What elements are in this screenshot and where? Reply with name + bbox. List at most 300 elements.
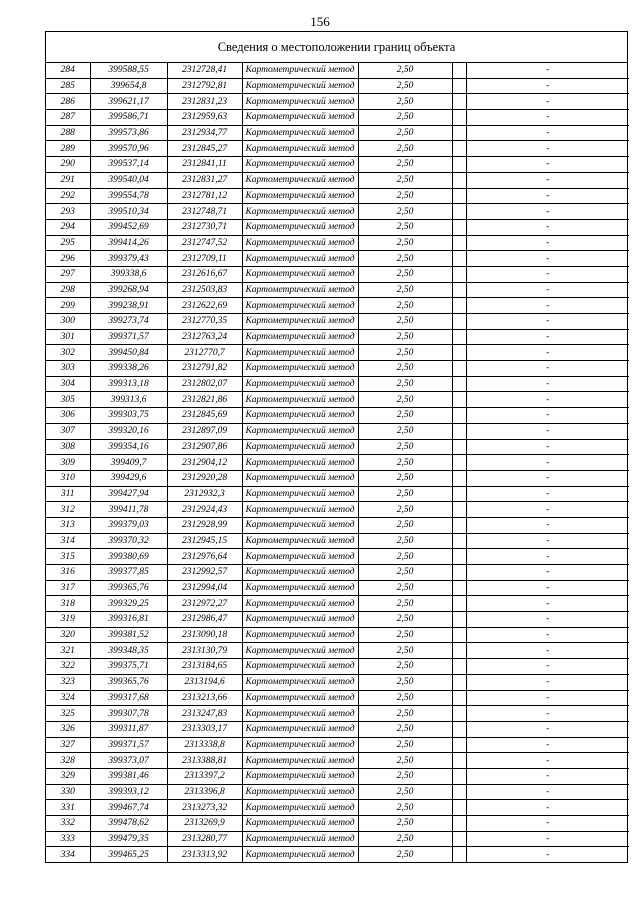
- table-row: [46, 172, 629, 188]
- precision-cell: 2,50: [358, 565, 452, 581]
- y-coordinate-cell: 2312763,24: [167, 329, 242, 345]
- method-cell: Картометрический метод: [242, 125, 358, 141]
- table-row: [46, 157, 629, 173]
- description-cell: -: [466, 580, 629, 596]
- description-cell: -: [466, 627, 629, 643]
- page-number: 156: [310, 14, 330, 29]
- precision-cell: 2,50: [358, 361, 452, 377]
- description-cell: -: [466, 816, 629, 832]
- description-cell: -: [466, 345, 629, 361]
- description-cell: -: [466, 361, 629, 377]
- precision-cell: 2,50: [358, 376, 452, 392]
- point-number-cell: 313: [46, 517, 90, 533]
- x-coordinate-cell: 399316,81: [90, 612, 167, 628]
- point-number-cell: 288: [46, 125, 90, 141]
- precision-cell: 2,50: [358, 345, 452, 361]
- extra-cell: [452, 533, 466, 549]
- description-cell: -: [466, 784, 629, 800]
- extra-cell: [452, 345, 466, 361]
- table-row: [46, 831, 629, 847]
- point-number-cell: 305: [46, 392, 90, 408]
- precision-cell: 2,50: [358, 235, 452, 251]
- description-cell: -: [466, 188, 629, 204]
- table-body: [46, 63, 629, 862]
- table-row: [46, 612, 629, 628]
- method-cell: Картометрический метод: [242, 816, 358, 832]
- table-row: [46, 533, 629, 549]
- table-row: [46, 63, 629, 78]
- point-number-cell: 310: [46, 470, 90, 486]
- table-row: [46, 847, 629, 862]
- table-row: [46, 502, 629, 518]
- x-coordinate-cell: 399377,85: [90, 565, 167, 581]
- point-number-cell: 330: [46, 784, 90, 800]
- extra-cell: [452, 659, 466, 675]
- precision-cell: 2,50: [358, 627, 452, 643]
- method-cell: Картометрический метод: [242, 423, 358, 439]
- precision-cell: 2,50: [358, 172, 452, 188]
- method-cell: Картометрический метод: [242, 376, 358, 392]
- method-cell: Картометрический метод: [242, 533, 358, 549]
- x-coordinate-cell: 399379,03: [90, 517, 167, 533]
- table-row: [46, 580, 629, 596]
- description-cell: -: [466, 408, 629, 424]
- method-cell: Картометрический метод: [242, 596, 358, 612]
- extra-cell: [452, 455, 466, 471]
- method-cell: Картометрический метод: [242, 219, 358, 235]
- y-coordinate-cell: 2312792,81: [167, 78, 242, 94]
- extra-cell: [452, 721, 466, 737]
- y-coordinate-cell: 2312748,71: [167, 204, 242, 220]
- extra-cell: [452, 110, 466, 126]
- description-cell: -: [466, 470, 629, 486]
- y-coordinate-cell: 2312907,86: [167, 439, 242, 455]
- point-number-cell: 302: [46, 345, 90, 361]
- precision-cell: 2,50: [358, 784, 452, 800]
- x-coordinate-cell: 399313,18: [90, 376, 167, 392]
- precision-cell: 2,50: [358, 612, 452, 628]
- point-number-cell: 284: [46, 63, 90, 78]
- extra-cell: [452, 314, 466, 330]
- method-cell: Картометрический метод: [242, 565, 358, 581]
- extra-cell: [452, 172, 466, 188]
- precision-cell: 2,50: [358, 502, 452, 518]
- precision-cell: 2,50: [358, 533, 452, 549]
- method-cell: Картометрический метод: [242, 235, 358, 251]
- description-cell: -: [466, 612, 629, 628]
- table-row: [46, 282, 629, 298]
- description-cell: -: [466, 235, 629, 251]
- x-coordinate-cell: 399365,76: [90, 674, 167, 690]
- precision-cell: 2,50: [358, 549, 452, 565]
- precision-cell: 2,50: [358, 78, 452, 94]
- y-coordinate-cell: 2312845,27: [167, 141, 242, 157]
- x-coordinate-cell: 399320,16: [90, 423, 167, 439]
- description-cell: -: [466, 94, 629, 110]
- description-cell: -: [466, 141, 629, 157]
- x-coordinate-cell: 399375,71: [90, 659, 167, 675]
- table-row: [46, 753, 629, 769]
- x-coordinate-cell: 399371,57: [90, 737, 167, 753]
- table-row: [46, 251, 629, 267]
- x-coordinate-cell: 399479,35: [90, 831, 167, 847]
- extra-cell: [452, 784, 466, 800]
- point-number-cell: 321: [46, 643, 90, 659]
- y-coordinate-cell: 2312992,57: [167, 565, 242, 581]
- extra-cell: [452, 141, 466, 157]
- x-coordinate-cell: 399313,6: [90, 392, 167, 408]
- precision-cell: 2,50: [358, 188, 452, 204]
- point-number-cell: 314: [46, 533, 90, 549]
- x-coordinate-cell: 399588,55: [90, 63, 167, 78]
- method-cell: Картометрический метод: [242, 580, 358, 596]
- method-cell: Картометрический метод: [242, 408, 358, 424]
- precision-cell: 2,50: [358, 674, 452, 690]
- table-row: [46, 204, 629, 220]
- point-number-cell: 287: [46, 110, 90, 126]
- x-coordinate-cell: 399238,91: [90, 298, 167, 314]
- method-cell: Картометрический метод: [242, 314, 358, 330]
- description-cell: -: [466, 423, 629, 439]
- extra-cell: [452, 282, 466, 298]
- x-coordinate-cell: 399381,46: [90, 768, 167, 784]
- extra-cell: [452, 768, 466, 784]
- precision-cell: 2,50: [358, 266, 452, 282]
- precision-cell: 2,50: [358, 517, 452, 533]
- method-cell: Картометрический метод: [242, 251, 358, 267]
- x-coordinate-cell: 399354,16: [90, 439, 167, 455]
- y-coordinate-cell: 2312730,71: [167, 219, 242, 235]
- precision-cell: 2,50: [358, 816, 452, 832]
- point-number-cell: 301: [46, 329, 90, 345]
- point-number-cell: 303: [46, 361, 90, 377]
- y-coordinate-cell: 2312770,35: [167, 314, 242, 330]
- table-row: [46, 674, 629, 690]
- extra-cell: [452, 439, 466, 455]
- y-coordinate-cell: 2313397,2: [167, 768, 242, 784]
- table-row: [46, 721, 629, 737]
- y-coordinate-cell: 2313184,65: [167, 659, 242, 675]
- point-number-cell: 311: [46, 486, 90, 502]
- description-cell: -: [466, 831, 629, 847]
- point-number-cell: 285: [46, 78, 90, 94]
- table-row: [46, 423, 629, 439]
- description-cell: -: [466, 517, 629, 533]
- extra-cell: [452, 674, 466, 690]
- extra-cell: [452, 643, 466, 659]
- table-row: [46, 329, 629, 345]
- point-number-cell: 294: [46, 219, 90, 235]
- x-coordinate-cell: 399452,69: [90, 219, 167, 235]
- precision-cell: 2,50: [358, 219, 452, 235]
- description-cell: -: [466, 439, 629, 455]
- y-coordinate-cell: 2313388,81: [167, 753, 242, 769]
- point-number-cell: 332: [46, 816, 90, 832]
- x-coordinate-cell: 399450,84: [90, 345, 167, 361]
- y-coordinate-cell: 2312845,69: [167, 408, 242, 424]
- description-cell: -: [466, 157, 629, 173]
- y-coordinate-cell: 2313396,8: [167, 784, 242, 800]
- point-number-cell: 297: [46, 266, 90, 282]
- extra-cell: [452, 549, 466, 565]
- x-coordinate-cell: 399409,7: [90, 455, 167, 471]
- description-cell: -: [466, 204, 629, 220]
- precision-cell: 2,50: [358, 486, 452, 502]
- precision-cell: 2,50: [358, 110, 452, 126]
- table-row: [46, 690, 629, 706]
- point-number-cell: 289: [46, 141, 90, 157]
- table-row: [46, 235, 629, 251]
- table-row: [46, 706, 629, 722]
- method-cell: Картометрический метод: [242, 63, 358, 78]
- y-coordinate-cell: 2313338,8: [167, 737, 242, 753]
- description-cell: -: [466, 674, 629, 690]
- extra-cell: [452, 63, 466, 78]
- table-row: [46, 94, 629, 110]
- x-coordinate-cell: 399573,86: [90, 125, 167, 141]
- precision-cell: 2,50: [358, 251, 452, 267]
- table-row: [46, 816, 629, 832]
- y-coordinate-cell: 2312945,15: [167, 533, 242, 549]
- precision-cell: 2,50: [358, 408, 452, 424]
- point-number-cell: 334: [46, 847, 90, 862]
- extra-cell: [452, 188, 466, 204]
- table-row: [46, 314, 629, 330]
- x-coordinate-cell: 399311,87: [90, 721, 167, 737]
- x-coordinate-cell: 399338,6: [90, 266, 167, 282]
- point-number-cell: 292: [46, 188, 90, 204]
- extra-cell: [452, 125, 466, 141]
- description-cell: -: [466, 298, 629, 314]
- precision-cell: 2,50: [358, 423, 452, 439]
- x-coordinate-cell: 399380,69: [90, 549, 167, 565]
- method-cell: Картометрический метод: [242, 502, 358, 518]
- precision-cell: 2,50: [358, 298, 452, 314]
- extra-cell: [452, 266, 466, 282]
- precision-cell: 2,50: [358, 141, 452, 157]
- method-cell: Картометрический метод: [242, 204, 358, 220]
- precision-cell: 2,50: [358, 329, 452, 345]
- x-coordinate-cell: 399373,07: [90, 753, 167, 769]
- point-number-cell: 295: [46, 235, 90, 251]
- precision-cell: 2,50: [358, 63, 452, 78]
- method-cell: Картометрический метод: [242, 627, 358, 643]
- table-row: [46, 125, 629, 141]
- extra-cell: [452, 847, 466, 862]
- table-row: [46, 376, 629, 392]
- x-coordinate-cell: 399348,35: [90, 643, 167, 659]
- y-coordinate-cell: 2312781,12: [167, 188, 242, 204]
- x-coordinate-cell: 399570,96: [90, 141, 167, 157]
- precision-cell: 2,50: [358, 831, 452, 847]
- point-number-cell: 317: [46, 580, 90, 596]
- extra-cell: [452, 157, 466, 173]
- method-cell: Картометрический метод: [242, 674, 358, 690]
- precision-cell: 2,50: [358, 282, 452, 298]
- precision-cell: 2,50: [358, 690, 452, 706]
- description-cell: -: [466, 329, 629, 345]
- x-coordinate-cell: 399540,04: [90, 172, 167, 188]
- description-cell: -: [466, 392, 629, 408]
- point-number-cell: 315: [46, 549, 90, 565]
- precision-cell: 2,50: [358, 721, 452, 737]
- point-number-cell: 309: [46, 455, 90, 471]
- method-cell: Картометрический метод: [242, 392, 358, 408]
- x-coordinate-cell: 399381,52: [90, 627, 167, 643]
- extra-cell: [452, 831, 466, 847]
- extra-cell: [452, 737, 466, 753]
- table-row: [46, 361, 629, 377]
- extra-cell: [452, 408, 466, 424]
- method-cell: Картометрический метод: [242, 455, 358, 471]
- point-number-cell: 293: [46, 204, 90, 220]
- method-cell: Картометрический метод: [242, 94, 358, 110]
- method-cell: Картометрический метод: [242, 643, 358, 659]
- y-coordinate-cell: 2312503,83: [167, 282, 242, 298]
- x-coordinate-cell: 399537,14: [90, 157, 167, 173]
- x-coordinate-cell: 399411,78: [90, 502, 167, 518]
- precision-cell: 2,50: [358, 706, 452, 722]
- x-coordinate-cell: 399273,74: [90, 314, 167, 330]
- method-cell: Картометрический метод: [242, 157, 358, 173]
- x-coordinate-cell: 399429,6: [90, 470, 167, 486]
- method-cell: Картометрический метод: [242, 361, 358, 377]
- x-coordinate-cell: 399303,75: [90, 408, 167, 424]
- method-cell: Картометрический метод: [242, 847, 358, 862]
- extra-cell: [452, 251, 466, 267]
- table-row: [46, 800, 629, 816]
- description-cell: -: [466, 643, 629, 659]
- method-cell: Картометрический метод: [242, 188, 358, 204]
- precision-cell: 2,50: [358, 455, 452, 471]
- table-row: [46, 643, 629, 659]
- point-number-cell: 333: [46, 831, 90, 847]
- y-coordinate-cell: 2312841,11: [167, 157, 242, 173]
- table-row: [46, 565, 629, 581]
- point-number-cell: 326: [46, 721, 90, 737]
- description-cell: -: [466, 800, 629, 816]
- description-cell: -: [466, 768, 629, 784]
- y-coordinate-cell: 2313130,79: [167, 643, 242, 659]
- description-cell: -: [466, 721, 629, 737]
- point-number-cell: 304: [46, 376, 90, 392]
- table-row: [46, 439, 629, 455]
- extra-cell: [452, 470, 466, 486]
- description-cell: -: [466, 172, 629, 188]
- method-cell: Картометрический метод: [242, 282, 358, 298]
- precision-cell: 2,50: [358, 470, 452, 486]
- extra-cell: [452, 627, 466, 643]
- y-coordinate-cell: 2313269,9: [167, 816, 242, 832]
- description-cell: -: [466, 659, 629, 675]
- method-cell: Картометрический метод: [242, 706, 358, 722]
- extra-cell: [452, 361, 466, 377]
- y-coordinate-cell: 2312616,67: [167, 266, 242, 282]
- table-row: [46, 188, 629, 204]
- description-cell: -: [466, 486, 629, 502]
- description-cell: -: [466, 376, 629, 392]
- table-row: [46, 219, 629, 235]
- point-number-cell: 318: [46, 596, 90, 612]
- table-row: [46, 659, 629, 675]
- precision-cell: 2,50: [358, 157, 452, 173]
- y-coordinate-cell: 2312622,69: [167, 298, 242, 314]
- table-row: [46, 517, 629, 533]
- table-row: [46, 784, 629, 800]
- y-coordinate-cell: 2312802,07: [167, 376, 242, 392]
- precision-cell: 2,50: [358, 94, 452, 110]
- y-coordinate-cell: 2312791,82: [167, 361, 242, 377]
- x-coordinate-cell: 399478,62: [90, 816, 167, 832]
- method-cell: Картометрический метод: [242, 612, 358, 628]
- y-coordinate-cell: 2312934,77: [167, 125, 242, 141]
- extra-cell: [452, 235, 466, 251]
- method-cell: Картометрический метод: [242, 266, 358, 282]
- description-cell: -: [466, 549, 629, 565]
- method-cell: Картометрический метод: [242, 517, 358, 533]
- y-coordinate-cell: 2312972,27: [167, 596, 242, 612]
- extra-cell: [452, 565, 466, 581]
- method-cell: Картометрический метод: [242, 172, 358, 188]
- y-coordinate-cell: 2312986,47: [167, 612, 242, 628]
- x-coordinate-cell: 399371,57: [90, 329, 167, 345]
- x-coordinate-cell: 399621,17: [90, 94, 167, 110]
- description-cell: -: [466, 502, 629, 518]
- method-cell: Картометрический метод: [242, 831, 358, 847]
- y-coordinate-cell: 2312747,52: [167, 235, 242, 251]
- extra-cell: [452, 800, 466, 816]
- extra-cell: [452, 596, 466, 612]
- y-coordinate-cell: 2313313,92: [167, 847, 242, 862]
- coordinates-table-frame: [45, 31, 628, 863]
- precision-cell: 2,50: [358, 204, 452, 220]
- description-cell: -: [466, 565, 629, 581]
- method-cell: Картометрический метод: [242, 486, 358, 502]
- x-coordinate-cell: 399370,32: [90, 533, 167, 549]
- point-number-cell: 307: [46, 423, 90, 439]
- precision-cell: 2,50: [358, 847, 452, 862]
- point-number-cell: 329: [46, 768, 90, 784]
- precision-cell: 2,50: [358, 392, 452, 408]
- point-number-cell: 322: [46, 659, 90, 675]
- point-number-cell: 328: [46, 753, 90, 769]
- x-coordinate-cell: 399467,74: [90, 800, 167, 816]
- x-coordinate-cell: 399465,25: [90, 847, 167, 862]
- table-row: [46, 470, 629, 486]
- precision-cell: 2,50: [358, 439, 452, 455]
- x-coordinate-cell: 399510,34: [90, 204, 167, 220]
- point-number-cell: 286: [46, 94, 90, 110]
- y-coordinate-cell: 2312920,28: [167, 470, 242, 486]
- extra-cell: [452, 94, 466, 110]
- method-cell: Картометрический метод: [242, 800, 358, 816]
- point-number-cell: 298: [46, 282, 90, 298]
- method-cell: Картометрический метод: [242, 345, 358, 361]
- precision-cell: 2,50: [358, 737, 452, 753]
- y-coordinate-cell: 2312831,27: [167, 172, 242, 188]
- point-number-cell: 308: [46, 439, 90, 455]
- extra-cell: [452, 392, 466, 408]
- description-cell: -: [466, 533, 629, 549]
- description-cell: -: [466, 690, 629, 706]
- point-number-cell: 299: [46, 298, 90, 314]
- extra-cell: [452, 298, 466, 314]
- extra-cell: [452, 329, 466, 345]
- description-cell: -: [466, 455, 629, 471]
- description-cell: -: [466, 78, 629, 94]
- point-number-cell: 324: [46, 690, 90, 706]
- x-coordinate-cell: 399379,43: [90, 251, 167, 267]
